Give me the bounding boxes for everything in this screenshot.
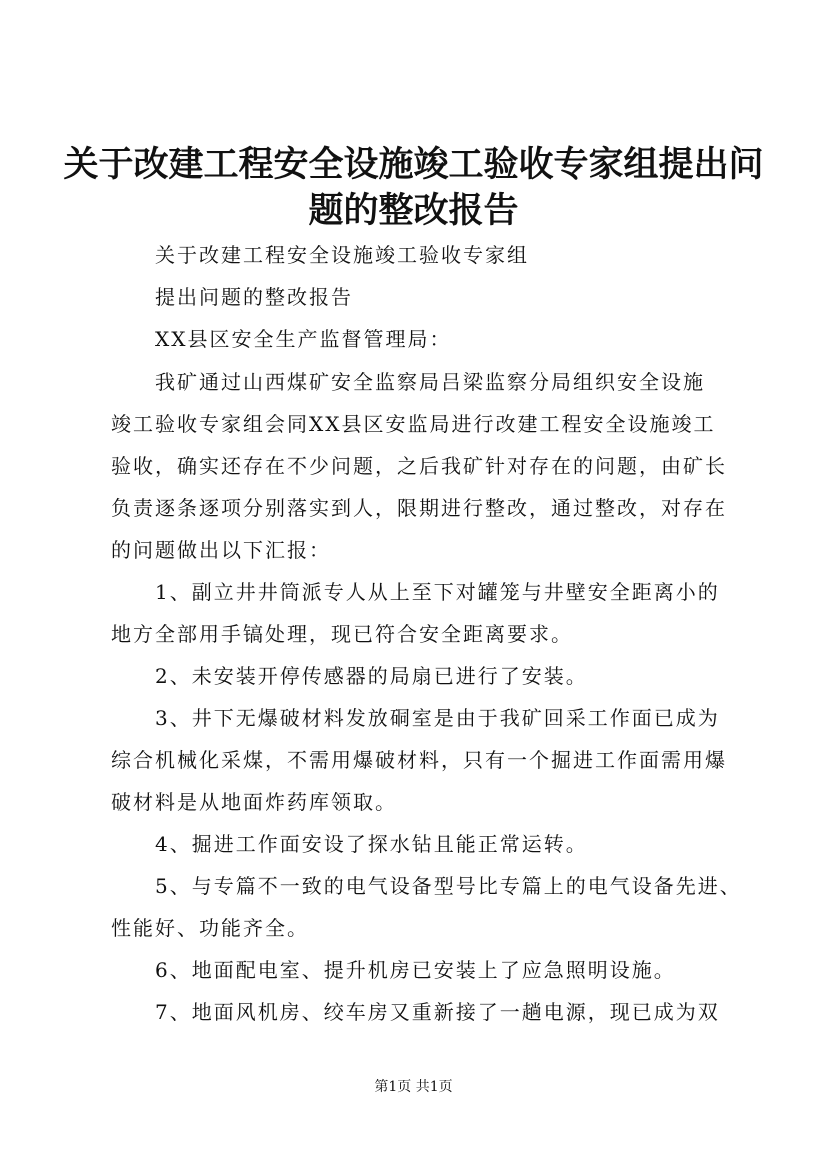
body-line: 提出问题的整改报告 [111,285,353,309]
body-line: 6、地面配电室、提升机房已安装上了应急照明设施。 [111,958,676,982]
body-line: 竣工验收专家组会同XX县区安监局进行改建工程安全设施竣工 [111,412,716,436]
body-line: 破材料是从地面炸药库领取。 [111,790,397,814]
body-line: 负责逐条逐项分别落实到人，限期进行整改，通过整改，对存在 [111,496,727,520]
body-line: 关于改建工程安全设施竣工验收专家组 [111,243,529,267]
body-line: 验收，确实还存在不少问题，之后我矿针对存在的问题，由矿长 [111,454,727,478]
body-line: XX县区安全生产监督管理局： [111,327,452,351]
body-line: 性能好、功能齐全。 [111,916,309,940]
body-line: 4、掘进工作面安设了探水钻且能正常运转。 [111,832,588,856]
body-line: 1、副立井井筒派专人从上至下对罐笼与井壁安全距离小的 [111,580,720,604]
body-line: 综合机械化采煤，不需用爆破材料，只有一个掘进工作面需用爆 [111,748,727,772]
body-line: 5、与专篇不一致的电气设备型号比专篇上的电气设备先进、 [111,874,742,898]
body-line: 地方全部用手镐处理，现已符合安全距离要求。 [111,622,573,646]
body-line: 2、未安装开停传感器的局扇已进行了安装。 [111,664,588,688]
page-footer: 第1页 共1页 [374,1079,453,1095]
document-title-line-2: 题的整改报告 [308,190,519,231]
body-line: 我矿通过山西煤矿安全监察局吕梁监察分局组织安全设施 [111,370,705,394]
body-line: 的问题做出以下汇报： [111,538,331,562]
body-line: 3、井下无爆破材料发放硐室是由于我矿回采工作面已成为 [111,706,720,730]
document-title-line-1: 关于改建工程安全设施竣工验收专家组提出问 [63,144,764,185]
body-line: 7、地面风机房、绞车房又重新接了一趟电源，现已成为双 [111,1000,720,1024]
